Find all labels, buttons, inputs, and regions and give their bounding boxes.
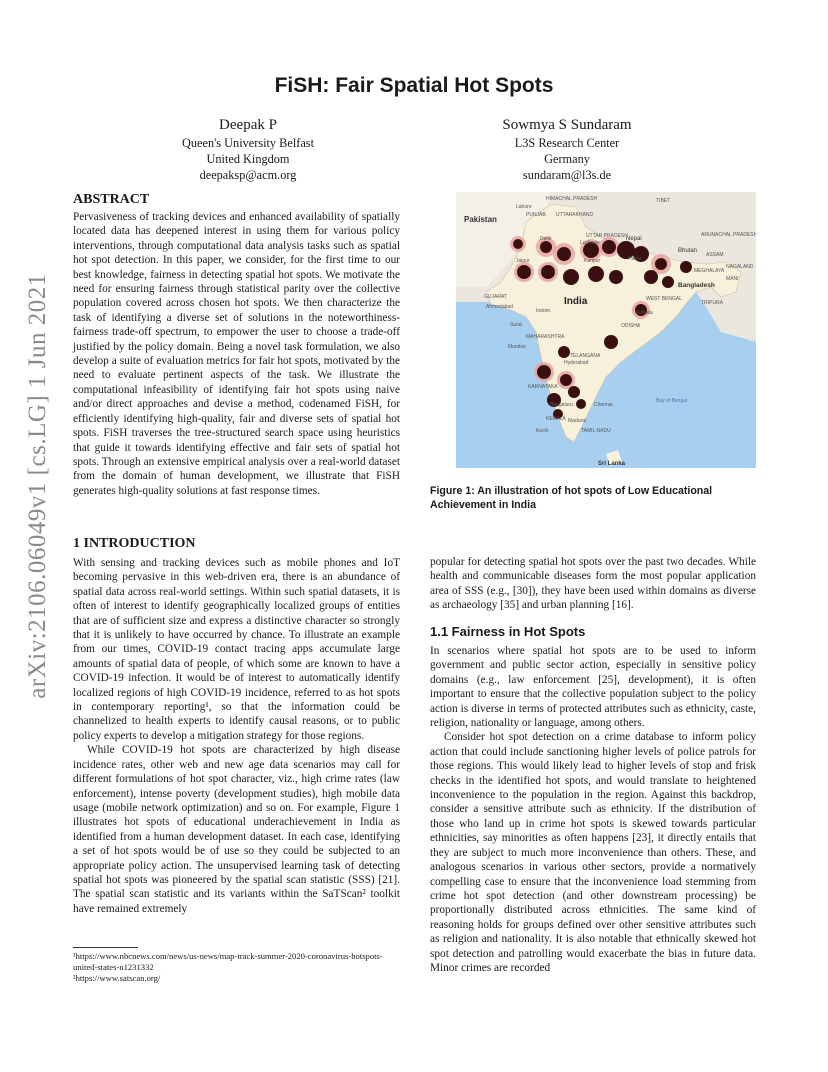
hot-spot <box>609 270 623 284</box>
map-label-surat: Surat <box>510 322 522 328</box>
india-map-svg <box>456 192 756 468</box>
subsection-paragraph-1: In scenarios where spatial hot spots are to be used to inform government and public sector action, especially in sensitive policy domains (e.g., law enforcement [25], development), it is often important to ensure that the collective population subject to the policy action is diverse in terms of protected attributes such as ethnicity, caste, religion, nationality or language, among others. <box>430 645 756 730</box>
footnote-1: ¹https://www.nbcnews.com/news/us-news/map-track-summer-2020-coronavirus-hotspots-united-states-n1231332 <box>73 951 383 972</box>
hot-spot <box>541 265 555 279</box>
hot-spot <box>537 365 551 379</box>
map-label-manipur: MANI <box>726 276 739 282</box>
subsection-heading: 1.1 Fairness in Hot Spots <box>430 624 586 639</box>
author-email: deepaksp@acm.org <box>199 168 297 182</box>
paper-title: FiSH: Fair Spatial Hot Spots <box>274 74 554 97</box>
hot-spot <box>604 335 618 349</box>
hot-spot <box>576 399 586 409</box>
map-label-assam: ASSAM <box>706 252 724 258</box>
hot-spot <box>560 374 572 386</box>
map-label-india: India <box>564 296 588 307</box>
abstract-heading: ABSTRACT <box>73 192 150 207</box>
map-label-tibet: TIBET <box>656 198 671 204</box>
map-label-sri-lanka: Sri Lanka <box>598 461 626 467</box>
hot-spot <box>517 265 531 279</box>
author-block-1 <box>128 116 368 183</box>
map-label-odisha: ODISHA <box>621 323 641 329</box>
map-label-patna: Patna <box>628 256 642 262</box>
intro-paragraph-1: With sensing and tracking devices such as mobile phones and IoT becoming pervasive in this web-driven era, there is an abundance of spatial data across real-world settings. Within such spatial datasets, it is often of interest to identify geographically localized groups of entities that are of sufficient size and express a distinctive character so strongly that it is unlikely to have occurred by chance. To illustrate an example from our times, COVID-19 contact tracing apps accumulate large amounts of spatial data of people, of which some are known to have a COVID-19 infection. It would be of interest to automatically identify localized regions of high COVID-19 incidence, referred to as hot spots in contemporary reporting¹, so that the information could be channelized to health experts to identify causal reasons, or to public policy experts to develop a mitigation strategy for those regions. <box>73 557 400 742</box>
map-label-bay: Bay of Bengal <box>656 398 688 404</box>
map-label-bhutan: Bhutan <box>678 248 698 254</box>
arxiv-identifier: arXiv:2106.06049v1 [cs.LG] 1 Jun 2021 <box>24 273 51 699</box>
author-name: Sowmya S Sundaram <box>502 117 632 133</box>
map-label-uttarakhand: UTTARAKHAND <box>556 212 594 218</box>
map-label-uttar: UTTAR PRADESH <box>586 233 628 239</box>
author-country: Germany <box>544 152 590 166</box>
author-email: sundaram@l3s.de <box>522 168 612 182</box>
map-label-meghalaya: MEGHALAYA <box>694 268 725 274</box>
figure-map <box>456 192 756 468</box>
hot-spot <box>563 269 579 285</box>
hot-spot <box>662 276 674 288</box>
map-label-punjab: PUNJAB <box>526 212 546 218</box>
map-label-indore: Indore <box>536 308 551 314</box>
map-label-tripura: TRIPURA <box>701 300 723 306</box>
map-label-kolkata: Kolkata <box>636 310 653 316</box>
map-label-chennai: Chennai <box>594 402 613 408</box>
abstract-body <box>73 210 400 498</box>
map-label-madurai: Madurai <box>568 418 587 424</box>
author-affiliation: L3S Research Center <box>514 136 620 150</box>
map-label-nepal: Nepal <box>626 236 642 242</box>
hot-spot <box>558 346 570 358</box>
map-label-maharashtra: MAHARASHTRA <box>526 334 565 340</box>
hot-spot <box>557 247 571 261</box>
map-label-jaipur: Jaipur <box>516 258 530 264</box>
map-label-himachal: HIMACHAL PRADESH <box>546 196 598 202</box>
intro-paragraph-2: While COVID-19 hot spots are characterized by high disease incidence rates, other web and new age data scenarios may call for different formulations of hot spot character, viz., high crime rates (law enforcement), intense poverty (development studies), high mobile data usage (mobile network optimization) and so on. For example, Figure 1 illustrates hot spots of educational underachievement in India as identified from a human development dataset. In each case, identifying a set of hot spots would be of use so they could be subjected to an appropriate policy action. The unsupervised learning task of detecting spatial hot spots was pioneered by the spatial scan statistic (SSS) [21]. The spatial scan statistic and its variants within the SaTScan² toolkit have remained extremely <box>73 744 400 915</box>
hot-spot <box>568 386 580 398</box>
map-label-nagaland: NAGALAND <box>726 264 754 270</box>
map-label-karnataka: KARNATAKA <box>528 384 558 390</box>
hot-spot <box>602 240 616 254</box>
abstract-text: Pervasiveness of tracking devices and enhanced availability of spatially located data has deepened interest in using them for various policy interventions, through computational data analysis tasks such as spatial hot spot detection. In this paper, we consider, for the first time to our best knowledge, fairness in detecting spatial hot spots. We motivate the need for ensuring fairness through statistical parity over the collective population covered across chosen hot spots. We then characterize the task of identifying a diverse set of solutions in the noteworthiness-fairness trade-off spectrum, to empower the user to choose a trade-off justified by the policy domain. Being a novel task formulation, we also develop a suite of evaluation metrics for fair hot spots, motivated by the need to evaluate pertinent aspects of the task. We illustrate the computational infeasibility of identifying fair hot spots using naive and/or direct approaches and devise a method, codenamed FiSH, for efficiently identifying high-quality, fair and diverse sets of spatial hot spots. FiSH traverses the tree-structured search space using heuristics that guide it towards identifying effective and fair sets of spatial hot spots. Through an extensive empirical analysis over a real-world dataset from the domain of human development, we illustrate that FiSH generates high-quality solutions at fast response times. <box>73 211 400 497</box>
map-label-mumbai: Mumbai <box>508 344 526 350</box>
hot-spot <box>513 239 523 249</box>
map-label-bangladesh: Bangladesh <box>678 282 715 289</box>
author-block-2 <box>447 116 687 183</box>
hot-spot <box>655 258 667 270</box>
map-label-telangana: TELANGANA <box>570 353 601 359</box>
hot-spot <box>588 266 604 282</box>
author-affiliation: Queen's University Belfast <box>182 136 314 150</box>
map-label-tamil: TAMIL NADU <box>581 428 611 434</box>
map-label-hyderabad: Hyderabad <box>564 360 589 366</box>
map-label-gujarat: GUJARAT <box>484 294 507 300</box>
intro-body <box>73 556 400 916</box>
map-label-kerala: KERALA <box>546 416 566 422</box>
map-label-ahmedabad: Ahmedabad <box>486 304 513 310</box>
map-label-lucknow: Lucknow <box>580 240 600 246</box>
subsection-paragraph-2: Consider hot spot detection on a crime database to inform policy action that could include sanctioning higher levels of police patrols for those regions. This would likely lead to higher levels of stop and frisk checks in the identified hot spots, and would translate to heightened inconvenience to the population in the region. Against this backdrop, consider a sensitive attribute such as ethnicity. If the distribution of those who land up in crime hot spots is skewed towards particular ethnicities, say minorities as often happens [23], it directly entails that they are subject to much more inconvenience than others. These, and analogous scenarios in various other sectors, provide a normatively compelling case to ensure that the inconvenience load stemming from crime hot spot detection (and other downstream processing) be proportionally distributed across ethnicities. The same kind of reasoning holds for groups defined over other sensitive attributes such as religion and nationality. It is also notable that ethnically skewed hot spot detection and patrolling would exacerbate the bias in future data. Minor crimes are recorded <box>430 731 756 974</box>
intro-heading: 1 INTRODUCTION <box>73 536 196 551</box>
map-label-lahore: Lahore <box>516 204 532 210</box>
footnote-2: ²https://www.satscan.org/ <box>73 973 161 983</box>
map-label-bengaluru: Bengaluru <box>550 402 573 408</box>
subsection-body <box>430 644 756 975</box>
footnote-rule <box>73 947 138 948</box>
hot-spot <box>644 270 658 284</box>
intro-paragraph-2-continued: popular for detecting spatial hot spots over the past two decades. While health and communicable diseases form the most popular application area of SSS (e.g., [30]), they have been used within domains as diverse as archaeology [35] and urban planning [16]. <box>430 556 756 612</box>
map-label-pakistan: Pakistan <box>464 215 497 224</box>
map-label-kochi: Kochi <box>536 428 549 434</box>
intro-continuation <box>430 555 756 613</box>
hot-spot <box>540 241 552 253</box>
author-country: United Kingdom <box>206 152 290 166</box>
map-label-delhi: Delhi <box>540 236 552 242</box>
map-label-kanpur: Kanpur <box>584 258 601 264</box>
figure-caption: Figure 1: An illustration of hot spots of Low Educational Achievement in India <box>430 485 713 511</box>
map-label-arunachal: ARUNACHAL PRADESH <box>701 232 756 238</box>
author-name: Deepak P <box>219 117 277 133</box>
map-label-west-bengal: WEST BENGAL <box>646 296 683 302</box>
hot-spot <box>680 261 692 273</box>
